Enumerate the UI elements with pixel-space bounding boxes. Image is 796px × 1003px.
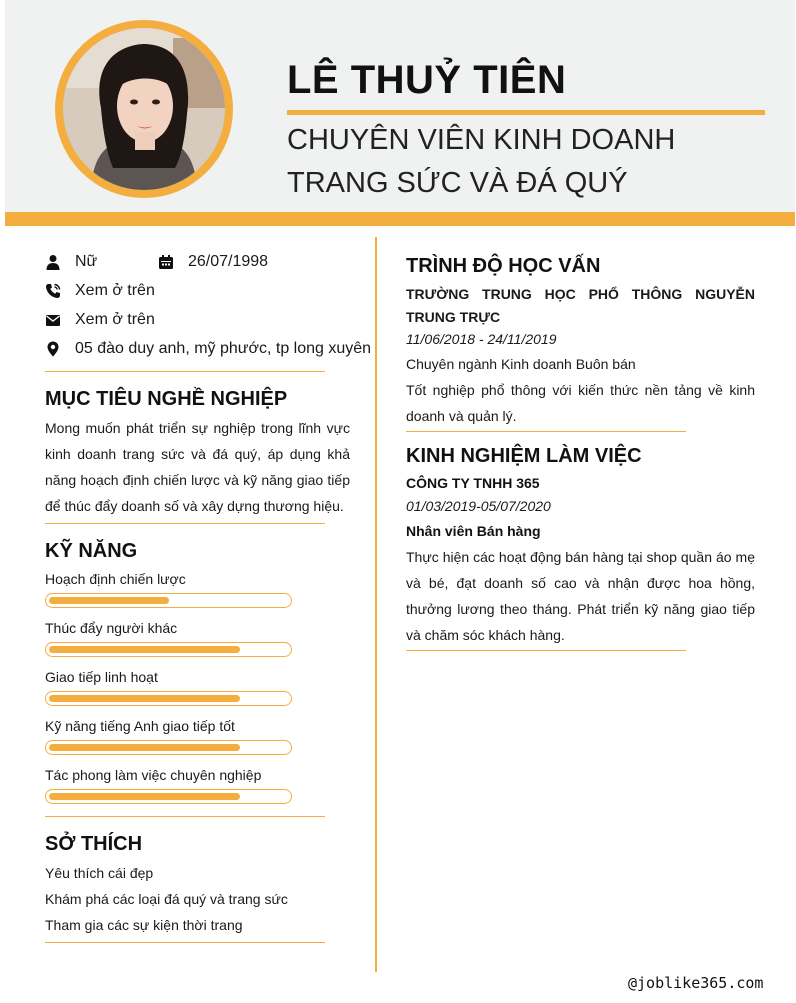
skill-bar [45, 691, 292, 706]
experience-description: Thực hiện các hoạt động bán hàng tại shop quần áo mẹ và bé, đạt doanh số cao và nhận được hoa hồng, thưởng lương theo tháng. Phát triển kỹ năng giao tiếp và chăm sóc khách hàng. [406, 549, 755, 643]
gender-row [45, 251, 97, 273]
column-divider [375, 237, 377, 972]
avatar-photo [63, 28, 225, 190]
skill-label: Thúc đẩy người khác [45, 620, 178, 636]
divider [406, 650, 686, 651]
skill-bar [45, 642, 292, 657]
divider [406, 431, 686, 432]
job-title-line-2: TRANG SỨC VÀ ĐÁ QUÝ [287, 167, 628, 199]
header-accent-bar [5, 212, 795, 226]
hobby-item: Tham gia các sự kiện thời trang [45, 917, 243, 933]
skill-bar [45, 593, 292, 608]
hobby-item: Khám phá các loại đá quý và trang sức [45, 891, 288, 907]
name-underline [287, 110, 765, 115]
hobbies-heading: SỞ THÍCH [45, 833, 143, 855]
skill-label: Hoạch định chiến lược [45, 571, 186, 587]
phone-icon [45, 283, 61, 299]
dob-row [158, 251, 268, 273]
school-name: TRƯỜNG TRUNG HỌC PHỔ THÔNG NGUYỄN TRUNG TRỰC [406, 286, 755, 325]
experience-heading: KINH NGHIỆM LÀM VIỆC [406, 445, 642, 467]
address-row [45, 338, 371, 360]
education-period: 11/06/2018 - 24/11/2019 [406, 331, 557, 347]
position-title: Nhân viên Bán hàng [406, 523, 541, 539]
skill-bar [45, 740, 292, 755]
phone-value: Xem ở trên [75, 282, 155, 299]
dob-value: 26/07/1998 [188, 253, 269, 270]
skill-label: Giao tiếp linh hoạt [45, 669, 158, 685]
divider [45, 523, 325, 524]
avatar [55, 20, 233, 198]
divider [45, 816, 325, 817]
divider [45, 942, 325, 943]
education-description: Tốt nghiệp phổ thông với kiến thức nền tảng về kinh doanh và quản lý. [406, 382, 755, 424]
envelope-icon [45, 312, 61, 328]
skill-bar-fill [49, 793, 240, 800]
objective-text: Mong muốn phát triển sự nghiệp trong lĩnh vực kinh doanh trang sức và đá quý, áp dụng khả năng hoạch định chiến lược và kỹ năng giao tiếp để thúc đẩy doanh số và xây dựng thương hiệu. [45, 420, 350, 514]
gender-value: Nữ [75, 253, 98, 270]
education-major: Chuyên ngành Kinh doanh Buôn bán [406, 356, 636, 372]
phone-row [45, 280, 155, 302]
email-row [45, 309, 155, 331]
email-value: Xem ở trên [75, 311, 155, 328]
user-icon [45, 254, 61, 270]
hobby-item: Yêu thích cái đẹp [45, 865, 154, 881]
skill-bar-fill [49, 597, 169, 604]
watermark: @joblike365.com [628, 974, 764, 992]
calendar-icon [158, 254, 174, 270]
map-pin-icon [45, 341, 61, 357]
skill-bar-fill [49, 646, 240, 653]
address-value: 05 đào duy anh, mỹ phước, tp long xuyên [75, 340, 372, 357]
portrait-illustration [63, 28, 225, 190]
experience-period: 01/03/2019-05/07/2020 [406, 498, 551, 514]
company-name: CÔNG TY TNHH 365 [406, 475, 540, 491]
skill-bar-fill [49, 744, 240, 751]
skill-label: Kỹ năng tiếng Anh giao tiếp tốt [45, 718, 235, 734]
job-title-line-1: CHUYÊN VIÊN KINH DOANH [287, 124, 676, 156]
skill-label: Tác phong làm việc chuyên nghiệp [45, 767, 262, 783]
skills-heading: KỸ NĂNG [45, 540, 138, 562]
skill-bar [45, 789, 292, 804]
skill-bar-fill [49, 695, 240, 702]
objective-heading: MỤC TIÊU NGHỀ NGHIỆP [45, 388, 288, 410]
candidate-name: LÊ THUỶ TIÊN [287, 58, 567, 102]
education-heading: TRÌNH ĐỘ HỌC VẤN [406, 255, 601, 277]
divider [45, 371, 325, 372]
